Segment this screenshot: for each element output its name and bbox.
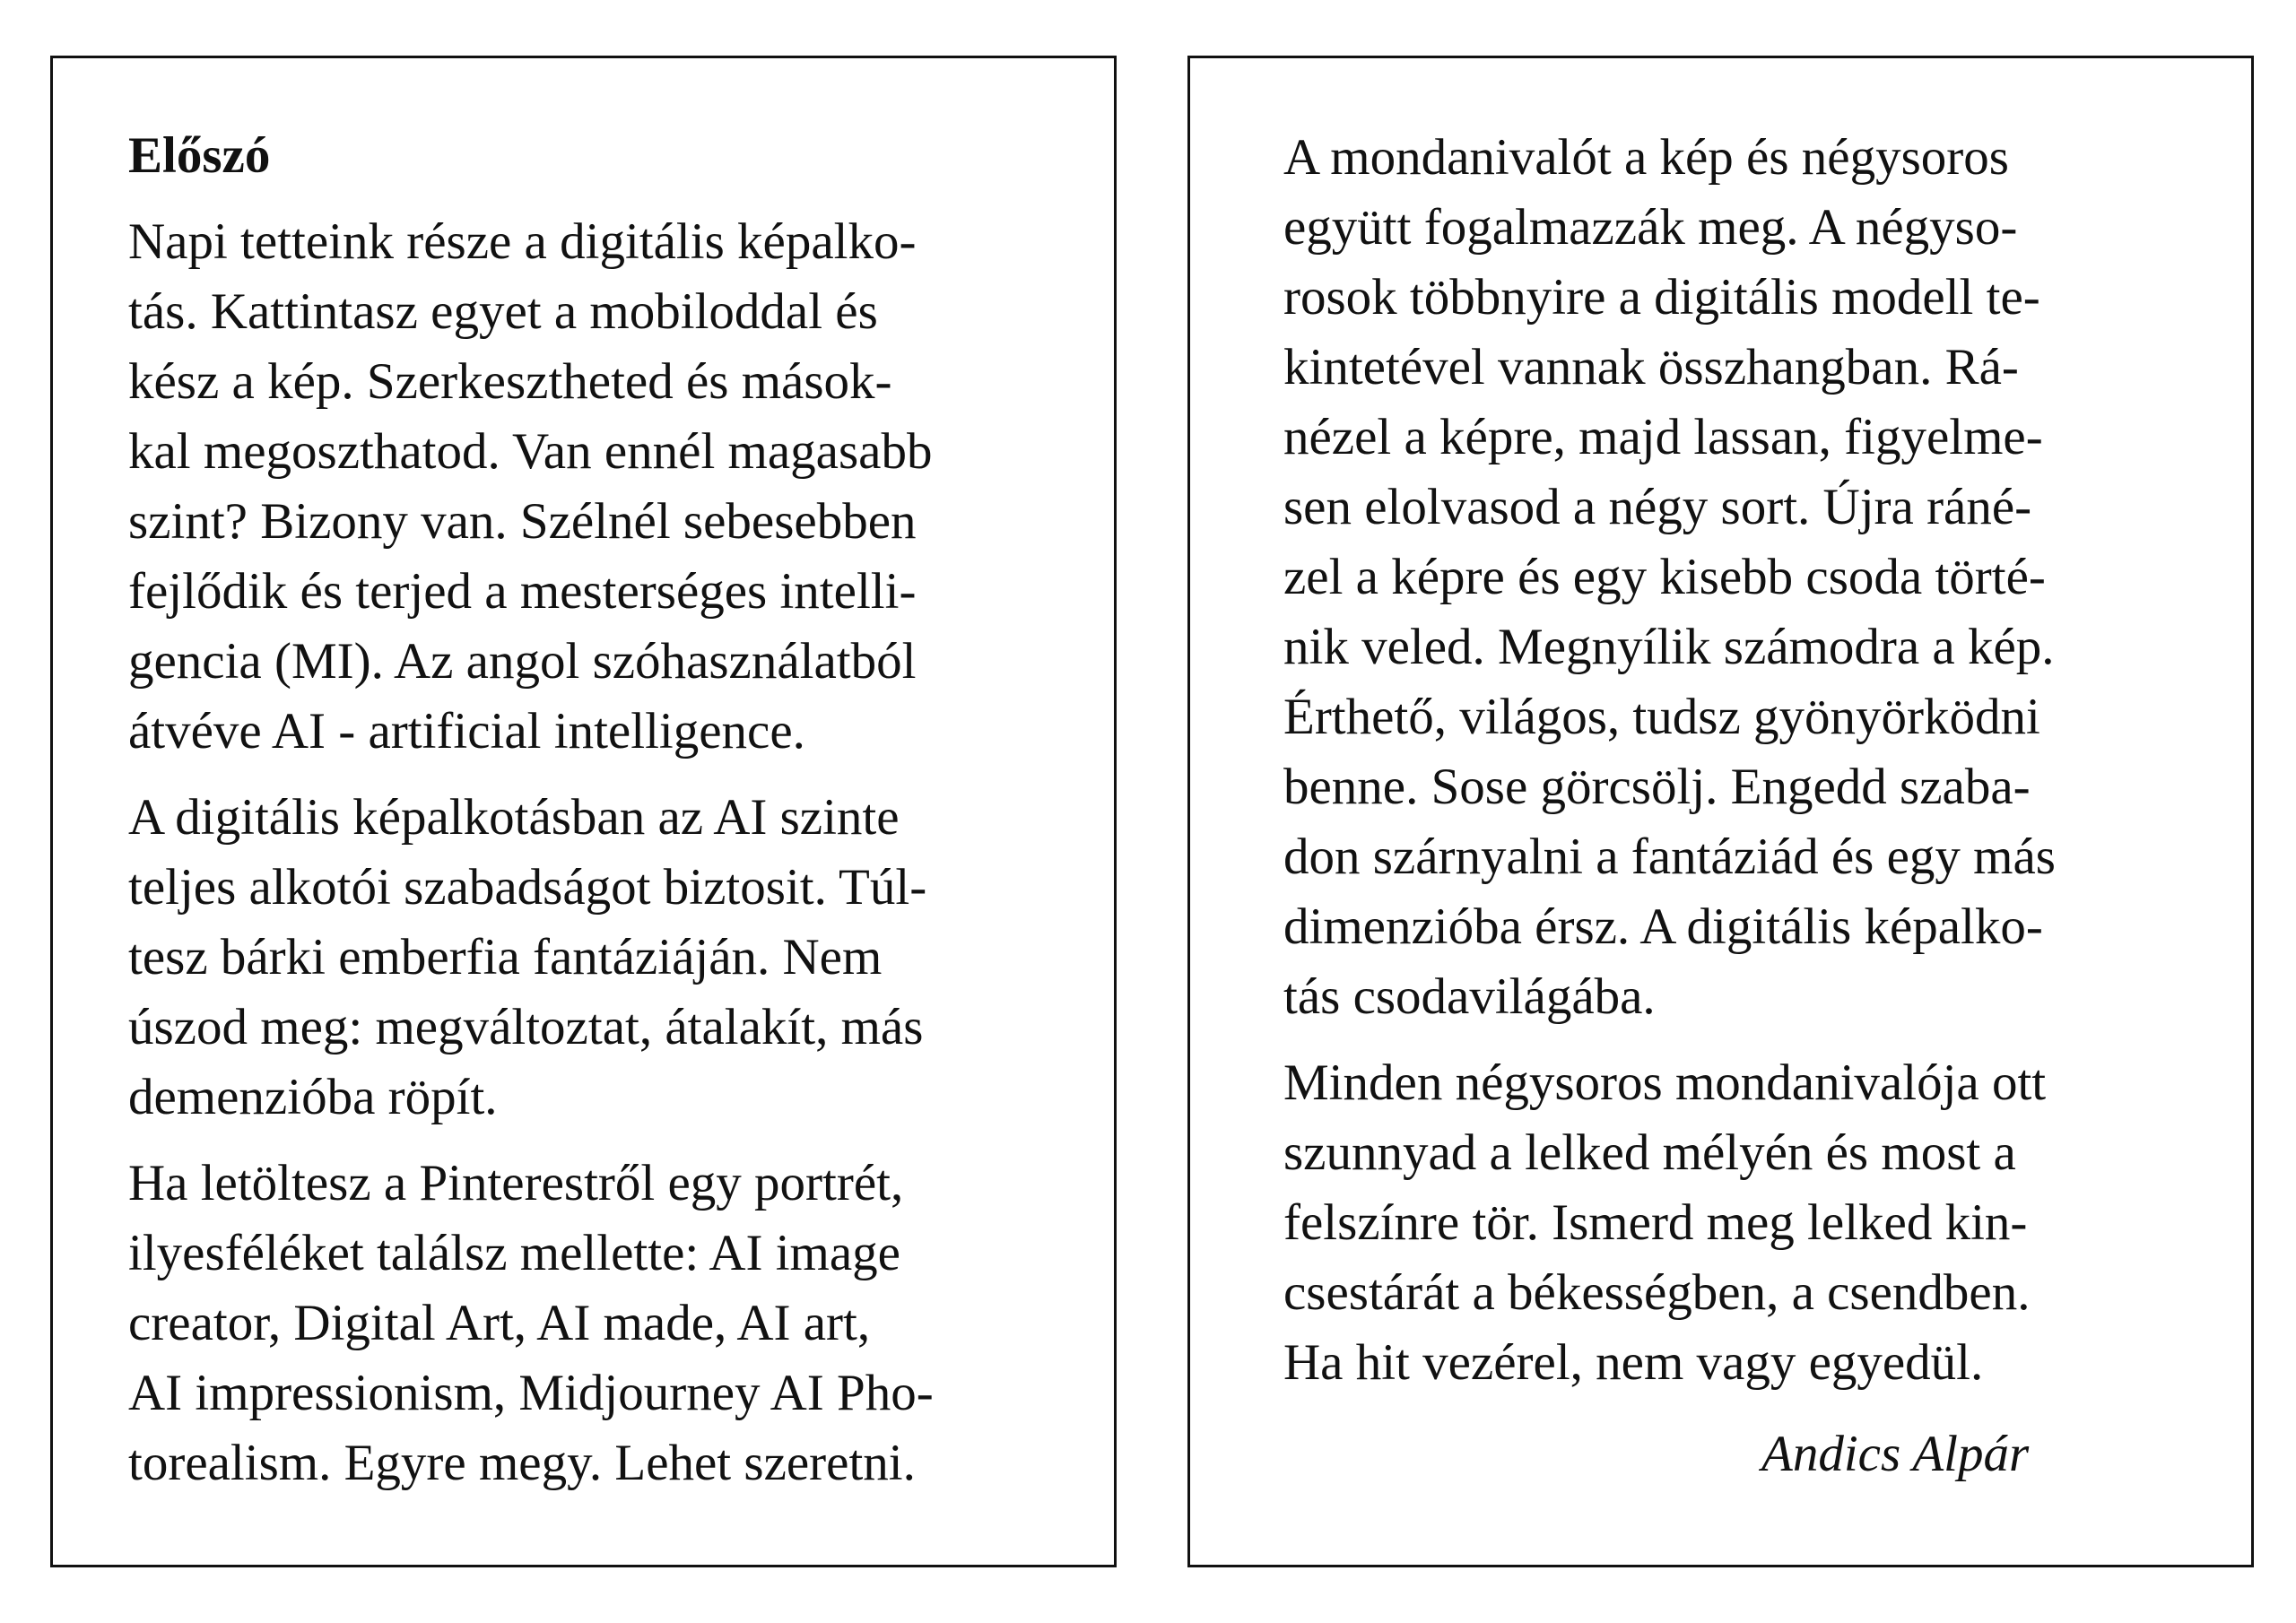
text-line: zel a képre és egy kisebb csoda törté- [1283,549,2046,605]
text-line: átvéve AI - artificial intelligence. [128,703,805,759]
paragraph [128,783,934,1133]
text-line: nézel a képre, majd lassan, figyelme- [1283,409,2043,465]
text-line: Ha letöltesz a Pinterestről egy portrét, [128,1155,904,1211]
page-title: Előszó [128,127,271,184]
author-signature: Andics Alpár [1761,1426,2030,1482]
text-line: sen elolvasod a négy sort. Újra ráné- [1283,479,2032,535]
paragraph [128,207,934,767]
text-line: rosok többnyire a digitális modell te- [1283,269,2040,325]
text-line: úszod meg: megváltoztat, átalakít, más [128,999,924,1055]
text-line: Minden négysoros mondanivalója ott [1283,1055,2047,1111]
text-line: tesz bárki emberfia fantáziáján. Nem [128,929,883,985]
text-line: nik veled. Megnyílik számodra a kép. [1283,619,2055,675]
text-line: torealism. Egyre megy. Lehet szeretni. [128,1435,916,1491]
text-line: A digitális képalkotásban az AI szinte [128,789,900,846]
text-line: Napi tetteink része a digitális képalko- [128,213,917,270]
text-line: kal megoszthatod. Van ennél magasabb [128,423,933,480]
text-line: csestárát a békességben, a csendben. [1283,1264,2031,1321]
text-line: kintetével vannak összhangban. Rá- [1283,339,2019,395]
text-line: don szárnyalni a fantáziád és egy más [1283,829,2056,885]
paragraph [1283,123,2056,1032]
text-line: kész a kép. Szerkesztheted és mások- [128,353,892,410]
text-line: együtt fogalmazzák meg. A négyso- [1283,199,2018,256]
right-page [1187,56,2254,1567]
text-line: tás csodavilágába. [1283,968,1656,1025]
text-line: szint? Bizony van. Szélnél sebesebben [128,493,917,550]
text-line: ilyesféléket találsz mellette: AI image [128,1225,900,1281]
text-line: tás. Kattintasz egyet a mobiloddal és [128,283,878,340]
text-line: szunnyad a lelked mélyén és most a [1283,1124,2016,1181]
text-line: creator, Digital Art, AI made, AI art, [128,1295,871,1351]
right-page-text [1283,123,2056,1414]
text-line: Érthető, világos, tudsz gyönyörködni [1283,689,2040,745]
paragraph [1283,1048,2056,1398]
text-line: gencia (MI). Az angol szóhasználatból [128,633,917,690]
left-page-text [128,121,934,1515]
text-line: teljes alkotói szabadságot biztosit. Túl- [128,859,927,916]
text-line: benne. Sose görcsölj. Engedd szaba- [1283,759,2031,815]
text-line: AI impressionism, Midjourney AI Pho- [128,1365,934,1421]
text-line: dimenzióba érsz. A digitális képalko- [1283,898,2043,955]
paragraph [128,1149,934,1498]
left-page [50,56,1117,1567]
text-line: A mondanivalót a kép és négysoros [1283,129,2009,186]
text-line: Ha hit vezérel, nem vagy egyedül. [1283,1334,1984,1391]
text-line: felszínre tör. Ismerd meg lelked kin- [1283,1194,2028,1251]
text-line: demenzióba röpít. [128,1069,498,1125]
text-line: fejlődik és terjed a mesterséges intelli- [128,563,917,620]
